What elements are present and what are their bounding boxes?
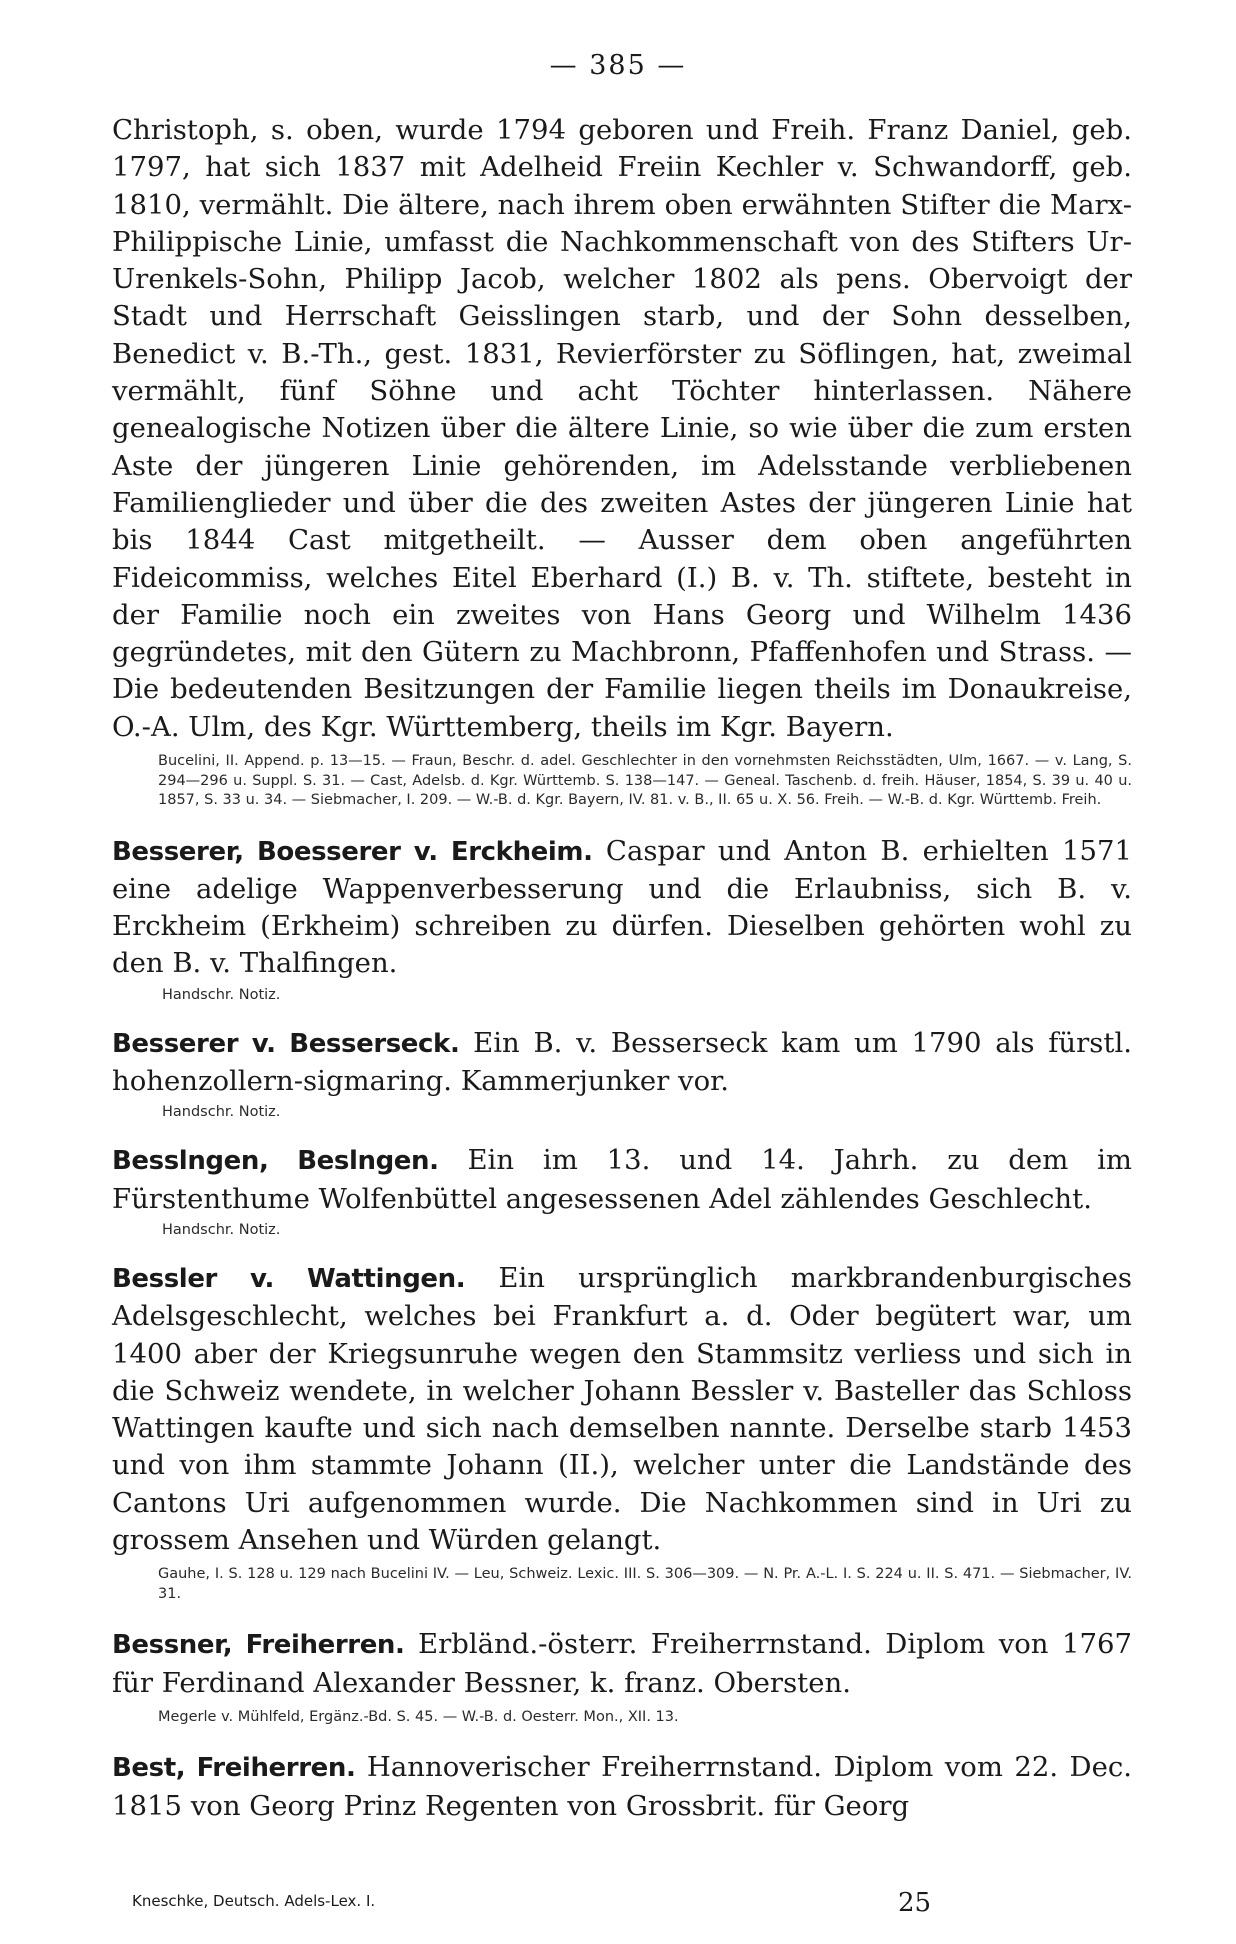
entry-headword: Besserer v. Besserseck. — [112, 1028, 460, 1059]
entry-headword: Bessler v. Wattingen. — [112, 1263, 466, 1294]
entry-bessner — [112, 1626, 1132, 1727]
entry-source: Handschr. Notiz. — [162, 1221, 281, 1238]
body-text — [112, 112, 1132, 1825]
entry-bessler-wattingen — [112, 1260, 1132, 1604]
page-number: — 385 — — [549, 50, 687, 81]
entry-references: Gauhe, I. S. 128 u. 129 nach Bucelini IV. — Leu, Schweiz. Lexic. III. S. 306—309. — N. Pr. A.-L. I. S. 224 u. II. S. 471. — Siebmacher, IV. 31. — [158, 1566, 1132, 1602]
entry-text: Erbländ.-österr. Freiherrnstand. Diplom von 1767 für Ferdinand Alexander Bessner, k. franz. Obersten. — [112, 1628, 1132, 1699]
entry-text: Ein B. v. Besserseck kam um 1790 als fürstl. hohenzollern-sigmaring. Kammerjunker vor. — [112, 1026, 1132, 1098]
entry-headword: Besslngen, Beslngen. — [112, 1146, 439, 1177]
entry-references: Megerle v. Mühlfeld, Ergänz.-Bd. S. 45. — W.-B. d. Oesterr. Mon., XII. 13. — [158, 1708, 679, 1725]
sheet-number: 25 — [898, 1888, 932, 1918]
footer-citation: Kneschke, Deutsch. Adels-Lex. I. — [132, 1892, 376, 1910]
entry-besserer-erckheim — [112, 833, 1132, 1003]
entry-besslingen — [112, 1142, 1132, 1238]
entry-headword: Bessner, Freiherren. — [112, 1630, 405, 1661]
entry-source: Handschr. Notiz. — [162, 986, 281, 1003]
entry-text: Ein ursprünglich markbrandenburgisches Adelsgeschlecht, welches bei Frankfurt a. d. Oder begütert war, um 1400 aber der Kriegsunruhe wegen den Stammsitz verliess und sich in die Schweiz wendete, in welcher Johann Bessler v. Basteller das Schloss Wattingen kaufte und sich nach demselben nannte. Derselbe starb 1453 und von ihm stammte Johann (II.), welcher unter die Landstände des Cantons Uri aufgenommen wurde. Die Nachkommen sind in Uri zu grossem Ansehen und Würden gelangt. — [112, 1261, 1132, 1556]
entry-headword: Besserer, Boesserer v. Erckheim. — [112, 836, 593, 867]
entry-best — [112, 1749, 1132, 1825]
entry-source: Handschr. Notiz. — [162, 1104, 281, 1121]
intro-paragraph: Christoph, s. oben, wurde 1794 geboren und Freih. Franz Daniel, geb. 1797, hat sich 1837 mit Adelheid Freiin Kechler v. Schwandorff, geb. 1810, vermählt. Die ältere, nach ihrem oben erwähnten Stifter die Marx-Philippische Linie, umfasst die Nachkommenschaft von des Stifters Ur-Urenkels-Sohn, Philipp Jacob, welcher 1802 als pens. Obervoigt der Stadt und Herrschaft Geisslingen starb, und der Sohn desselben, Benedict v. B.-Th., gest. 1831, Revierförster zu Söflingen, hat, zweimal vermählt, fünf Söhne und acht Töchter hinterlassen. Nähere genealogische Notizen über die ältere Linie, so wie über die zum ersten Aste der jüngeren Linie gehörenden, im Adelsstande verbliebenen Familienglieder und über die des zweiten Astes der jüngeren Linie hat bis 1844 Cast mitgetheilt. — Ausser dem oben angeführten Fideicommiss, welches Eitel Eberhard (I.) B. v. Th. stiftete, besteht in der Familie noch ein zweites von Hans Georg und Wilhelm 1436 gegründetes, mit den Gütern zu Machbronn, Pfaffenhofen und Strass. — Die bedeutenden Besitzungen der Familie liegen theils im Donaukreise, O.-A. Ulm, des Kgr. Württemberg, theils im Kgr. Bayern. — [112, 114, 1132, 743]
entry-text: Caspar und Anton B. erhielten 1571 eine adelige Wappenverbesserung und die Erlaubniss, sich B. v. Erckheim (Erkheim) schreiben zu dürfen. Dieselben gehörten wohl zu den B. v. Thalfingen. — [112, 834, 1133, 980]
entry-besserer-besserseck — [112, 1025, 1132, 1121]
page-footer — [112, 1888, 1132, 1918]
entry-headword: Best, Freiherren. — [112, 1753, 356, 1784]
entry-text: Hannoverischer Freiherrnstand. Diplom vom 22. Dec. 1815 von Georg Prinz Regenten von Grossbrit. für Georg — [112, 1751, 1133, 1822]
intro-references: Bucelini, II. Append. p. 13—15. — Fraun, Beschr. d. adel. Geschlechter in den vornehmsten Reichsstädten, Ulm, 1667. — v. Lang, S. 294—296 u. Suppl. S. 31. — Cast, Adelsb. d. Kgr. Württemb. S. 138—147. — Geneal. Taschenb. d. freih. Häuser, 1854, S. 39 u. 40 u. 1857, S. 33 u. 34. — Siebmacher, I. 209. — W.-B. d. Kgr. Bayern, IV. 81. v. B., II. 65 u. X. 56. Freih. — W.-B. d. Kgr. Württemb. Freih. — [158, 753, 1132, 809]
entry-text: Ein im 13. und 14. Jahrh. zu dem im Fürstenthume Wolfenbüttel angesessenen Adel zählendes Geschlecht. — [112, 1144, 1132, 1215]
